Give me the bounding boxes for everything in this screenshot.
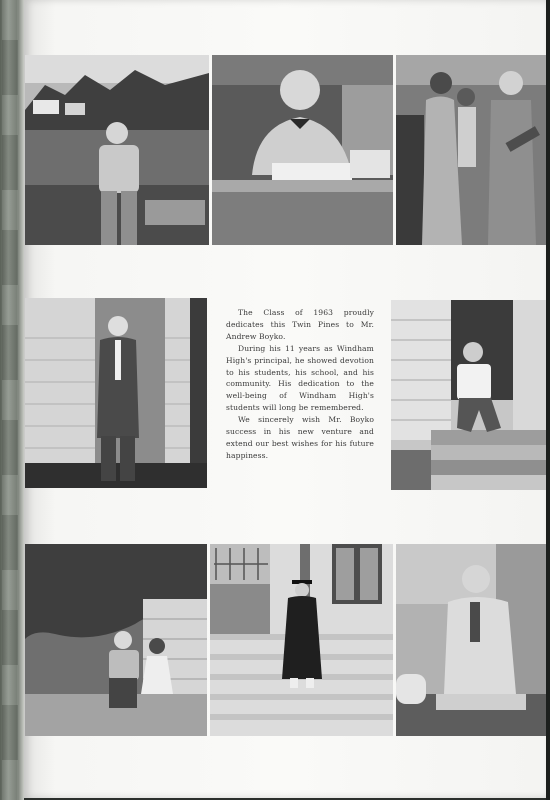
photo-man-at-desk — [212, 55, 393, 245]
page-edge — [546, 0, 550, 800]
man-by-lake-image — [25, 55, 209, 245]
photo-graduate-on-steps — [210, 544, 393, 736]
man-in-doorway-image — [25, 298, 207, 488]
dedication-paragraph-2: During his 11 years as Windham High's principal, he showed devotion to his students, his school, and his community. His dedication to the well-being of Windham High's students will long be remembered. — [226, 343, 374, 413]
graduate-on-steps-image — [210, 544, 393, 736]
book-spine — [0, 0, 24, 800]
dedication-paragraph-3: We sincerely wish Mr. Boyko success in his new venture and extend our best wishes for his future happiness. — [226, 415, 374, 460]
photo-group-at-door — [396, 55, 546, 245]
man-at-desk-image — [212, 55, 393, 245]
photo-man-seated-bench — [396, 544, 546, 736]
dedication-paragraph-1: The Class of 1963 proudly dedicates this Twin Pines to Mr. Andrew Boyko. — [226, 308, 374, 341]
photo-man-on-steps — [391, 300, 546, 490]
dedication-text — [226, 307, 374, 462]
group-at-door-image — [396, 55, 546, 245]
man-on-steps-image — [391, 300, 546, 490]
photo-man-by-lake — [25, 55, 209, 245]
man-with-child-image — [25, 544, 207, 736]
man-seated-bench-image — [396, 544, 546, 736]
photo-man-with-child — [25, 544, 207, 736]
photo-man-in-doorway — [25, 298, 207, 488]
